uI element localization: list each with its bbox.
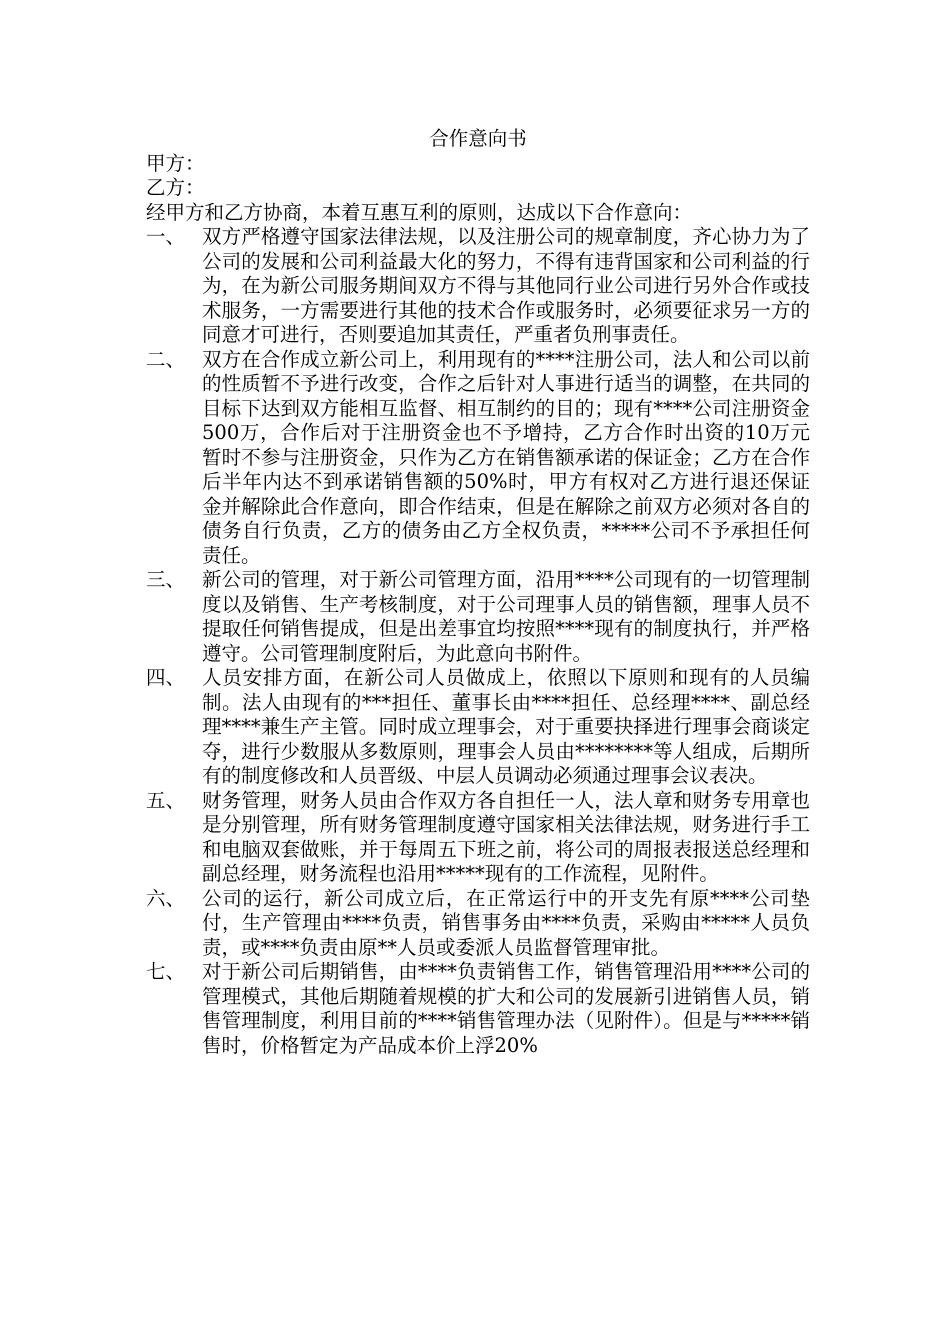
clause-number: 四、 [146,666,186,689]
clause-2 [146,348,810,569]
clause-1 [146,225,810,348]
clause-number: 七、 [146,960,186,983]
document-body [146,127,810,1058]
document-title: 合作意向书 [429,127,527,150]
party-b-line: 乙方： [146,176,205,199]
clause-text: 双方在合作成立新公司上，利用现有的****注册公司，法人和公司以前的性质暂不予进行改变，合作之后针对人事进行适当的调整，在共同的目标下达到双方能相互监督、相互制约的目的；现有****公司注册资金500万，合作后对于注册资金也不予增持，乙方合作时出资的10万元暂时不参与注册资金，只作为乙方在销售额承诺的保证金；乙方在合作后半年内达不到承诺销售额的50%时，甲方有权对乙方进行退还保证金并解除此合作意向，即合作结束，但是在解除之前双方必须对各自的债务自行负责，乙方的债务由乙方全权负责，*****公司不予承担任何责任。 [202,347,810,567]
clause-5 [146,789,810,887]
clause-3 [146,568,810,666]
clause-number: 一、 [146,225,186,248]
clause-4 [146,666,810,789]
clause-text: 对于新公司后期销售，由****负责销售工作，销售管理沿用****公司的管理模式，其他后期随着规模的扩大和公司的发展新引进销售人员，销售管理制度，利用目前的****销售管理办法（见附件）。但是与*****销售时，价格暂定为产品成本价上浮20% [202,960,810,1057]
clause-number: 二、 [146,347,186,371]
clause-number: 五、 [146,788,186,812]
clause-number: 六、 [146,886,186,910]
clause-text: 双方严格遵守国家法律法规，以及注册公司的规章制度，齐心协力为了公司的发展和公司利益最大化的努力，不得有违背国家和公司利益的行为，在为新公司服务期间双方不得与其他同行业公司进行另外合作或技术服务，一方需要进行其他的技术合作或服务时，必须要征求另一方的同意才可进行，否则要追加其责任，严重者负刑事责任。 [202,225,810,346]
clause-6 [146,887,810,961]
clause-7 [146,960,810,1058]
intro-line: 经甲方和乙方协商，本着互惠互利的原则，达成以下合作意向： [146,200,693,224]
party-a-line: 甲方： [146,151,205,175]
clause-text: 人员安排方面，在新公司人员做成上，依照以下原则和现有的人员编制。法人由现有的***担任、董事长由****担任、总经理****、副总经理****兼生产主管。同时成立理事会，对于重要抉择进行理事会商谈定夺，进行少数服从多数原则，理事会人员由********等人组成，后期所有的制度修改和人员晋级、中层人员调动必须通过理事会议表决。 [202,666,810,787]
clause-text: 公司的运行，新公司成立后，在正常运行中的开支先有原****公司垫付，生产管理由****负责，销售事务由****负责，采购由*****人员负责，或****负责由原**人员或委派人员监督管理审批。 [202,886,810,959]
clause-text: 财务管理，财务人员由合作双方各自担任一人，法人章和财务专用章也是分别管理，所有财务管理制度遵守国家相关法律法规，财务进行手工和电脑双套做账，并于每周五下班之前，将公司的周报表报送总经理和副总经理，财务流程也沿用*****现有的工作流程，见附件。 [202,788,810,885]
clause-number: 三、 [146,568,186,591]
clause-text: 新公司的管理，对于新公司管理方面，沿用****公司现有的一切管理制度以及销售、生产考核制度，对于公司理事人员的销售额，理事人员不提取任何销售提成，但是出差事宜均按照****现有的制度执行，并严格遵守。公司管理制度附后，为此意向书附件。 [202,568,810,665]
